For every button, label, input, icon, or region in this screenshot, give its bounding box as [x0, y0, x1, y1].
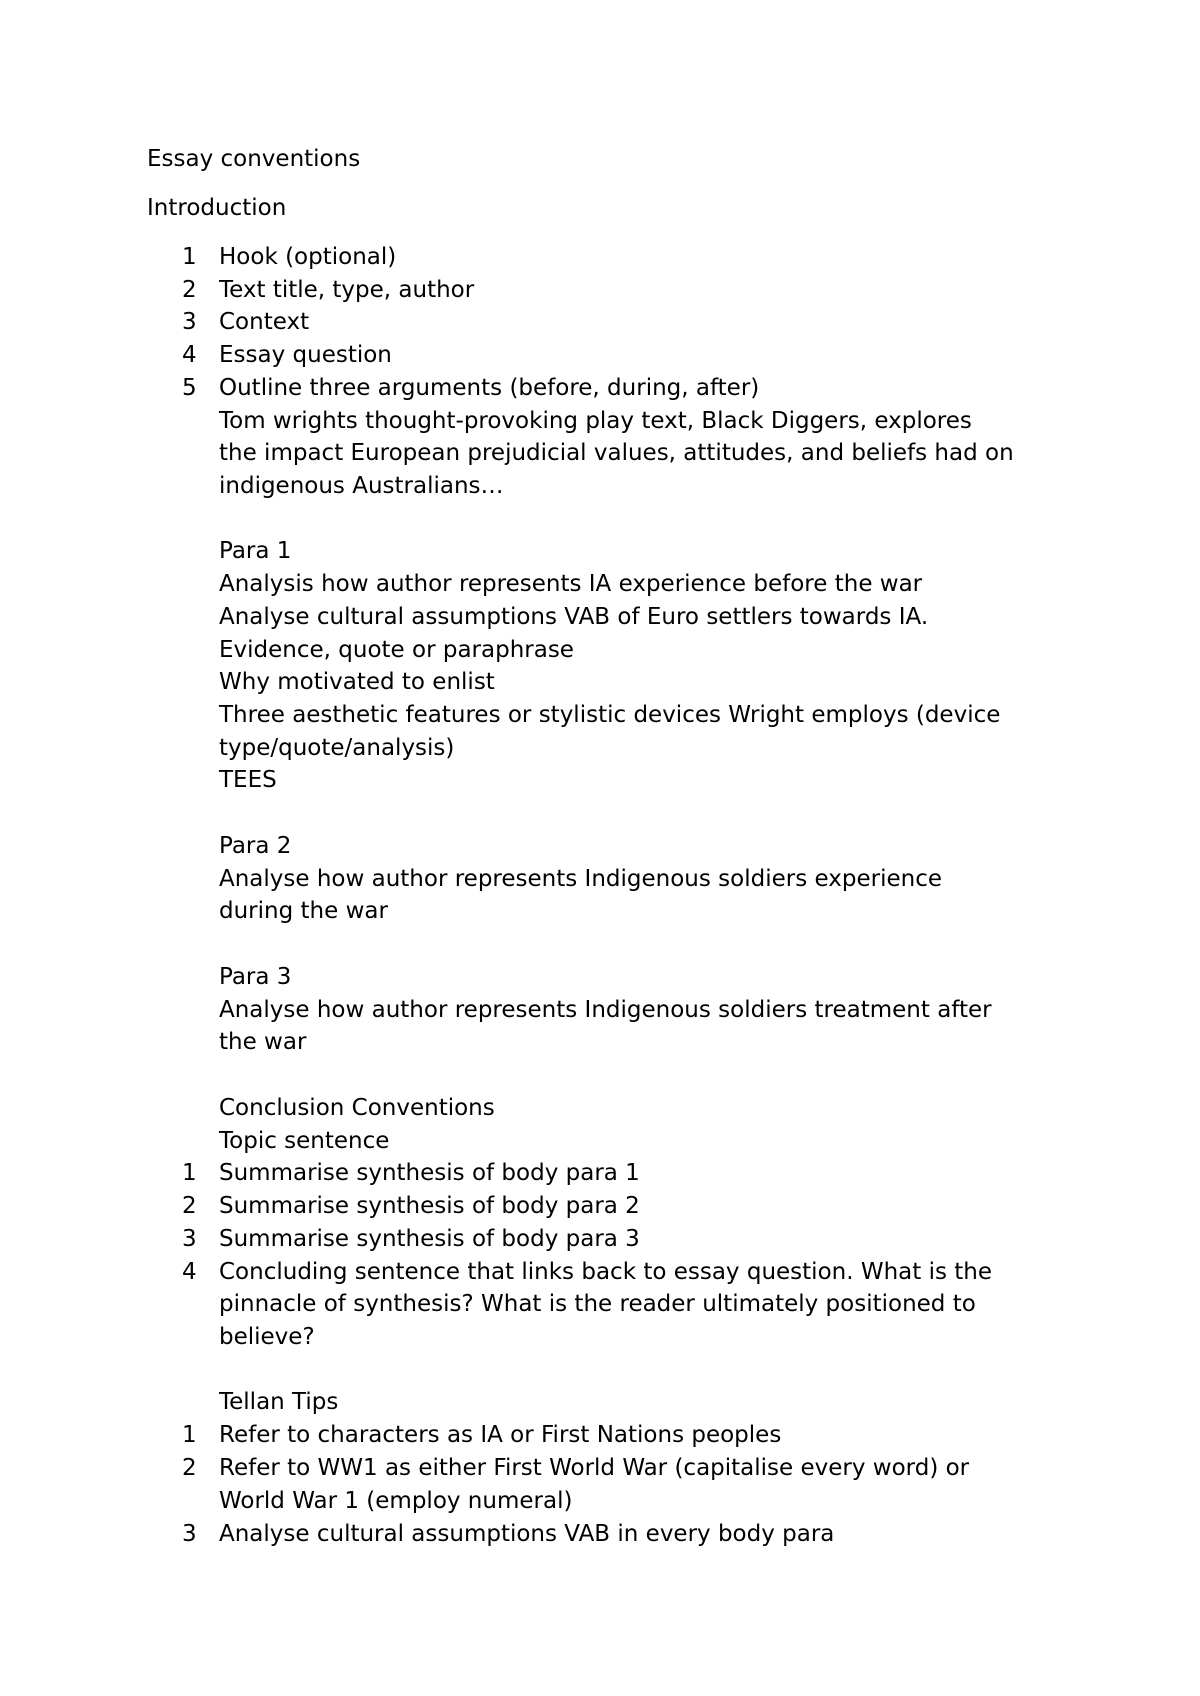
tip-item-number: 1: [182, 1422, 197, 1448]
intro-item-text: Context: [219, 309, 310, 335]
document-title: Essay conventions: [147, 146, 361, 172]
intro-item-number: 3: [182, 309, 197, 335]
conclusion-item-text: Concluding sentence that links back to essay question. What is the: [219, 1259, 993, 1285]
intro-example-line: indigenous Australians…: [219, 473, 504, 499]
intro-item-number: 5: [182, 375, 197, 401]
para1-line: Analysis how author represents IA experience before the war: [219, 571, 923, 597]
intro-item-number: 1: [182, 244, 197, 270]
para2-heading: Para 2: [219, 833, 292, 859]
intro-item-text: Essay question: [219, 342, 392, 368]
tip-item-number: 2: [182, 1455, 197, 1481]
introduction-heading: Introduction: [147, 195, 287, 221]
intro-item-text: Outline three arguments (before, during, after): [219, 375, 760, 401]
para3-heading: Para 3: [219, 964, 292, 990]
tips-heading: Tellan Tips: [219, 1389, 339, 1415]
conclusion-item-text: believe?: [219, 1324, 315, 1350]
intro-item-text: Text title, type, author: [219, 277, 475, 303]
tip-item-text: Refer to WW1 as either First World War (capitalise every word) or: [219, 1455, 970, 1481]
tip-item-number: 3: [182, 1521, 197, 1547]
tip-item-text: Refer to characters as IA or First Nations peoples: [219, 1422, 782, 1448]
conclusion-item-text: Summarise synthesis of body para 1: [219, 1160, 640, 1186]
tip-item-text: Analyse cultural assumptions VAB in every body para: [219, 1521, 835, 1547]
conclusion-item-number: 1: [182, 1160, 197, 1186]
conclusion-item-text: pinnacle of synthesis? What is the reader ultimately positioned to: [219, 1291, 976, 1317]
conclusion-item-text: Summarise synthesis of body para 2: [219, 1193, 640, 1219]
para2-line: Analyse how author represents Indigenous soldiers experience: [219, 866, 942, 892]
intro-item-text: Hook (optional): [219, 244, 397, 270]
para1-line: Why motivated to enlist: [219, 669, 495, 695]
para1-line: type/quote/analysis): [219, 735, 455, 761]
intro-example-line: the impact European prejudicial values, attitudes, and beliefs had on: [219, 440, 1014, 466]
conclusion-item-text: Summarise synthesis of body para 3: [219, 1226, 640, 1252]
intro-example-line: Tom wrights thought-provoking play text, Black Diggers, explores: [219, 408, 972, 434]
intro-item-number: 2: [182, 277, 197, 303]
conclusion-heading: Conclusion Conventions: [219, 1095, 495, 1121]
conclusion-item-number: 4: [182, 1259, 197, 1285]
conclusion-item-number: 3: [182, 1226, 197, 1252]
para1-line: Evidence, quote or paraphrase: [219, 637, 574, 663]
conclusion-item-number: 2: [182, 1193, 197, 1219]
para1-heading: Para 1: [219, 538, 292, 564]
para1-line: Three aesthetic features or stylistic devices Wright employs (device: [219, 702, 1001, 728]
intro-item-number: 4: [182, 342, 197, 368]
tip-item-text: World War 1 (employ numeral): [219, 1488, 573, 1514]
para3-line: the war: [219, 1029, 307, 1055]
conclusion-topic: Topic sentence: [219, 1128, 390, 1154]
para3-line: Analyse how author represents Indigenous soldiers treatment after: [219, 997, 992, 1023]
para1-line: Analyse cultural assumptions VAB of Euro settlers towards IA.: [219, 604, 929, 630]
para2-line: during the war: [219, 898, 388, 924]
para1-line: TEES: [219, 767, 277, 793]
